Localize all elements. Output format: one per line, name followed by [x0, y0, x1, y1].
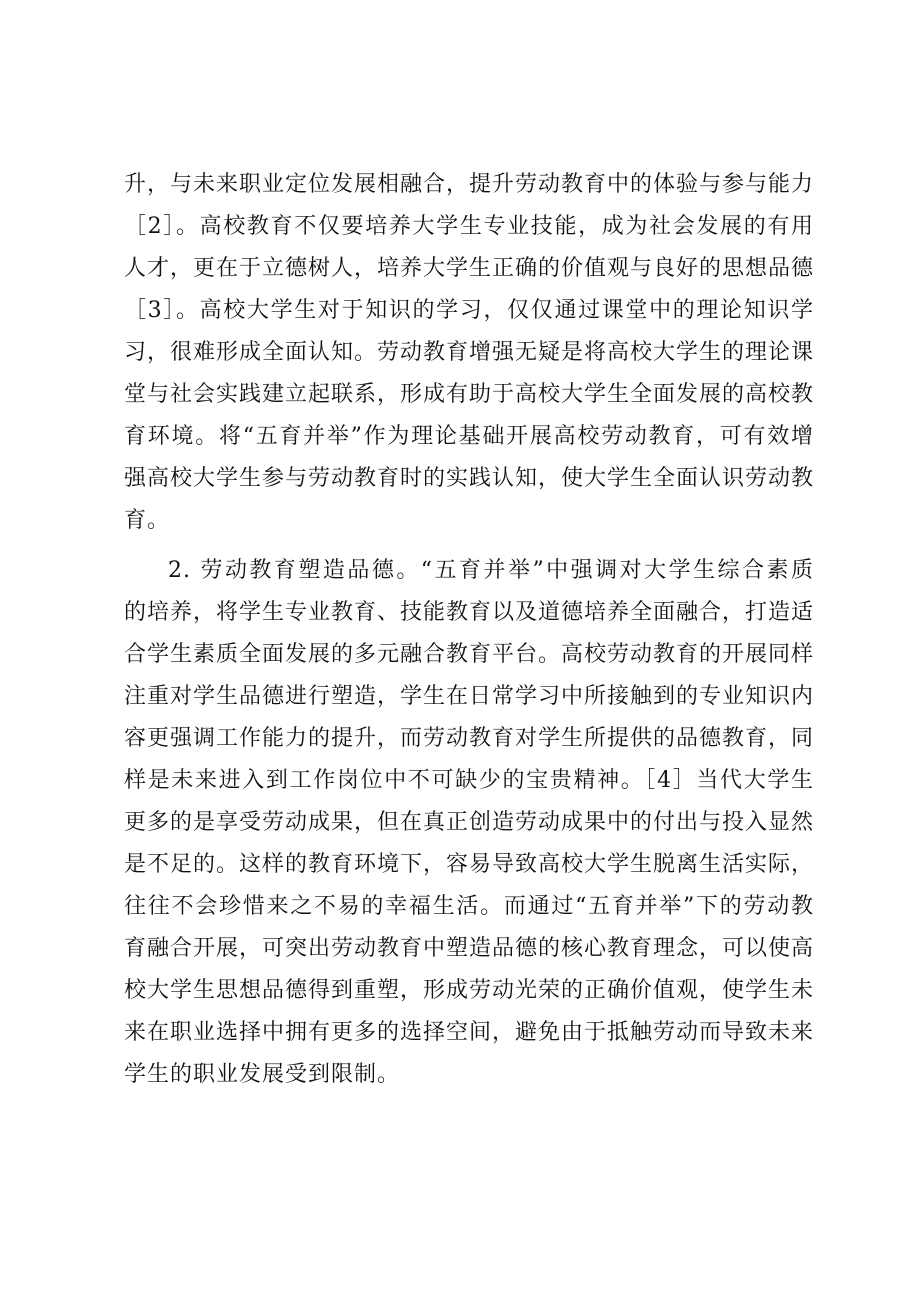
paragraph-line: 容更强调工作能力的提升，而劳动教育对学生所提供的品德教育，同 [124, 726, 815, 751]
paragraph-2 [124, 550, 814, 1096]
paragraph-line: 人才，更在于立德树人，培养大学生正确的价值观与良好的思想品德 [124, 256, 815, 281]
body-text [124, 164, 814, 1096]
paragraph-line: 往往不会珍惜来之不易的幸福生活。而通过“五育并举”下的劳动教 [124, 894, 814, 919]
paragraph-line: 育。 [124, 508, 171, 533]
paragraph-line: 的培养，将学生专业教育、技能教育以及道德培养全面融合，打造适 [124, 600, 815, 625]
paragraph-line: 育融合开展，可突出劳动教育中塑造品德的核心教育理念，可以使高 [124, 936, 815, 961]
paragraph-line: 升，与未来职业定位发展相融合，提升劳动教育中的体验与参与能力 [124, 172, 815, 197]
paragraph-line: 2. 劳动教育塑造品德。“五育并举”中强调对大学生综合素质 [168, 558, 814, 583]
paragraph-line: 来在职业选择中拥有更多的选择空间，避免由于抵触劳动而导致未来 [124, 1020, 815, 1045]
paragraph-line: 习，很难形成全面认知。劳动教育增强无疑是将高校大学生的理论课 [124, 340, 815, 365]
paragraph-gap [124, 542, 814, 550]
paragraph-line: 注重对学生品德进行塑造，学生在日常学习中所接触到的专业知识内 [124, 684, 815, 709]
paragraph-line: 学生的职业发展受到限制。 [124, 1062, 401, 1087]
paragraph-line: 样是未来进入到工作岗位中不可缺少的宝贵精神。［4］当代大学生 [124, 768, 814, 793]
paragraph-line: ［2］。高校教育不仅要培养大学生专业技能，成为社会发展的有用 [124, 214, 814, 239]
paragraph-line: 更多的是享受劳动成果，但在真正创造劳动成果中的付出与投入显然 [124, 810, 815, 835]
paragraph-line: 强高校大学生参与劳动教育时的实践认知，使大学生全面认识劳动教 [124, 466, 815, 491]
paragraph-line: 校大学生思想品德得到重塑，形成劳动光荣的正确价值观，使学生未 [124, 978, 815, 1003]
paragraph-line: ［3］。高校大学生对于知识的学习，仅仅通过课堂中的理论知识学 [124, 298, 814, 323]
paragraph-line: 是不足的。这样的教育环境下，容易导致高校大学生脱离生活实际， [124, 852, 815, 877]
paragraph-line: 堂与社会实践建立起联系，形成有助于高校大学生全面发展的高校教 [124, 382, 815, 407]
paragraph-line: 合学生素质全面发展的多元融合教育平台。高校劳动教育的开展同样 [124, 642, 815, 667]
paragraph-1 [124, 164, 814, 542]
paragraph-line: 育环境。将“五育并举”作为理论基础开展高校劳动教育，可有效增 [124, 424, 814, 449]
